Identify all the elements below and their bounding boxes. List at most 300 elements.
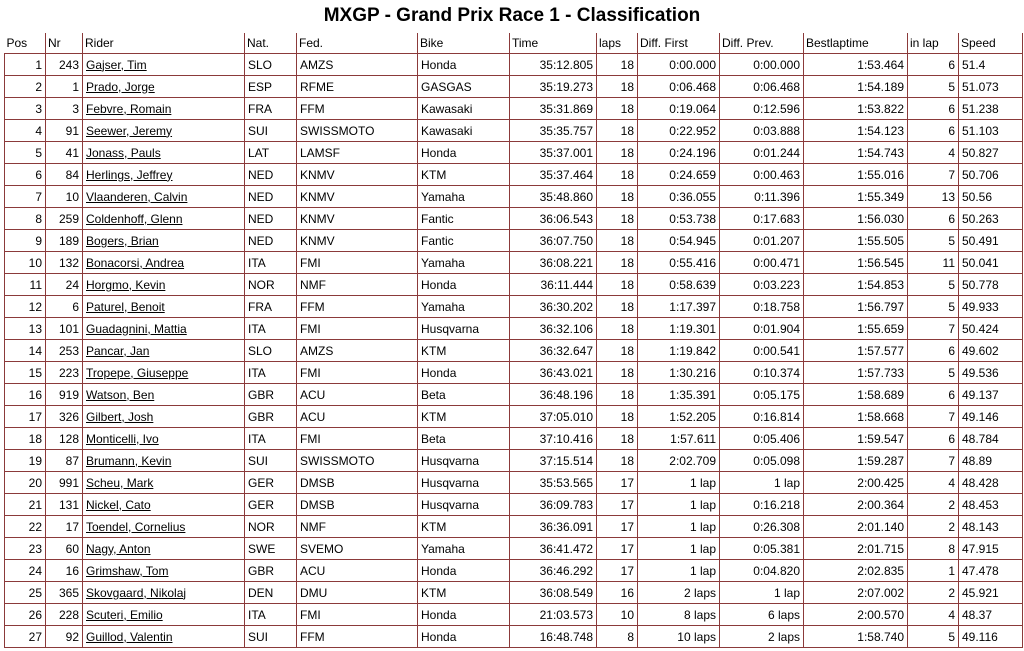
cell-in-lap: 7 bbox=[908, 406, 959, 428]
cell-fed: FFM bbox=[297, 626, 418, 648]
cell-diff-first: 0:00.000 bbox=[638, 54, 720, 76]
cell-diff-first: 1:35.391 bbox=[638, 384, 720, 406]
cell-pos: 1 bbox=[5, 54, 46, 76]
cell-pos: 10 bbox=[5, 252, 46, 274]
cell-diff-first: 2:02.709 bbox=[638, 450, 720, 472]
cell-diff-first: 1:57.611 bbox=[638, 428, 720, 450]
cell-laps: 17 bbox=[597, 494, 638, 516]
cell-in-lap: 6 bbox=[908, 428, 959, 450]
cell-bestlaptime: 1:56.797 bbox=[804, 296, 908, 318]
cell-time: 36:08.221 bbox=[510, 252, 597, 274]
col-header-rider: Rider bbox=[83, 33, 245, 54]
cell-time: 35:53.565 bbox=[510, 472, 597, 494]
cell-bestlaptime: 2:01.715 bbox=[804, 538, 908, 560]
cell-diff-prev: 0:01.207 bbox=[720, 230, 804, 252]
cell-time: 36:48.196 bbox=[510, 384, 597, 406]
cell-fed: AMZS bbox=[297, 340, 418, 362]
cell-pos: 6 bbox=[5, 164, 46, 186]
table-row bbox=[5, 252, 1023, 274]
rider-link[interactable]: Watson, Ben bbox=[86, 387, 155, 402]
cell-fed: NMF bbox=[297, 274, 418, 296]
cell-speed: 50.827 bbox=[959, 142, 1023, 164]
cell-diff-prev: 0:01.904 bbox=[720, 318, 804, 340]
cell-fed: KNMV bbox=[297, 186, 418, 208]
col-header-bike: Bike bbox=[418, 33, 510, 54]
cell-diff-prev: 0:17.683 bbox=[720, 208, 804, 230]
cell-diff-prev: 0:11.396 bbox=[720, 186, 804, 208]
table-row bbox=[5, 604, 1023, 626]
cell-speed: 50.424 bbox=[959, 318, 1023, 340]
cell-diff-prev: 0:00.471 bbox=[720, 252, 804, 274]
cell-time: 35:37.001 bbox=[510, 142, 597, 164]
rider-link[interactable]: Gilbert, Josh bbox=[86, 409, 154, 424]
cell-laps: 8 bbox=[597, 626, 638, 648]
cell-rider bbox=[83, 450, 245, 472]
rider-link[interactable]: Bogers, Brian bbox=[86, 233, 159, 248]
cell-pos: 7 bbox=[5, 186, 46, 208]
cell-time: 37:15.514 bbox=[510, 450, 597, 472]
cell-rider bbox=[83, 560, 245, 582]
cell-laps: 18 bbox=[597, 164, 638, 186]
rider-link[interactable]: Bonacorsi, Andrea bbox=[86, 255, 185, 270]
cell-diff-first: 1:17.397 bbox=[638, 296, 720, 318]
cell-in-lap: 6 bbox=[908, 54, 959, 76]
table-row bbox=[5, 384, 1023, 406]
cell-in-lap: 4 bbox=[908, 472, 959, 494]
cell-nat: ITA bbox=[245, 318, 297, 340]
cell-time: 36:32.106 bbox=[510, 318, 597, 340]
cell-bestlaptime: 1:59.547 bbox=[804, 428, 908, 450]
cell-diff-first: 1 lap bbox=[638, 516, 720, 538]
cell-diff-prev: 2 laps bbox=[720, 626, 804, 648]
cell-diff-first: 0:36.055 bbox=[638, 186, 720, 208]
cell-fed: SWISSMOTO bbox=[297, 450, 418, 472]
cell-fed: LAMSF bbox=[297, 142, 418, 164]
cell-bestlaptime: 1:57.577 bbox=[804, 340, 908, 362]
cell-bike: Honda bbox=[418, 54, 510, 76]
table-row bbox=[5, 626, 1023, 648]
cell-speed: 50.778 bbox=[959, 274, 1023, 296]
cell-rider bbox=[83, 274, 245, 296]
rider-link[interactable]: Pancar, Jan bbox=[86, 343, 150, 358]
rider-link[interactable]: Nickel, Cato bbox=[86, 497, 151, 512]
table-row bbox=[5, 472, 1023, 494]
cell-bestlaptime: 1:59.287 bbox=[804, 450, 908, 472]
cell-nat: ITA bbox=[245, 428, 297, 450]
cell-bike: Husqvarna bbox=[418, 318, 510, 340]
cell-in-lap: 1 bbox=[908, 560, 959, 582]
cell-in-lap: 6 bbox=[908, 340, 959, 362]
cell-pos: 5 bbox=[5, 142, 46, 164]
cell-diff-prev: 0:05.381 bbox=[720, 538, 804, 560]
cell-time: 36:08.549 bbox=[510, 582, 597, 604]
cell-bestlaptime: 2:07.002 bbox=[804, 582, 908, 604]
cell-fed: AMZS bbox=[297, 54, 418, 76]
cell-speed: 49.137 bbox=[959, 384, 1023, 406]
cell-pos: 4 bbox=[5, 120, 46, 142]
cell-time: 36:36.091 bbox=[510, 516, 597, 538]
cell-diff-first: 1 lap bbox=[638, 560, 720, 582]
cell-diff-prev: 0:01.244 bbox=[720, 142, 804, 164]
cell-bike: Husqvarna bbox=[418, 450, 510, 472]
cell-in-lap: 5 bbox=[908, 296, 959, 318]
rider-link[interactable]: Monticelli, Ivo bbox=[86, 431, 159, 446]
cell-bestlaptime: 1:54.189 bbox=[804, 76, 908, 98]
cell-bestlaptime: 1:55.659 bbox=[804, 318, 908, 340]
rider-link[interactable]: Tropepe, Giuseppe bbox=[86, 365, 189, 380]
cell-bike: GASGAS bbox=[418, 76, 510, 98]
cell-bestlaptime: 1:55.349 bbox=[804, 186, 908, 208]
cell-laps: 10 bbox=[597, 604, 638, 626]
rider-link[interactable]: Horgmo, Kevin bbox=[86, 277, 166, 292]
col-header-bestlaptime: Bestlaptime bbox=[804, 33, 908, 54]
cell-rider bbox=[83, 516, 245, 538]
rider-link[interactable]: Jonass, Pauls bbox=[86, 145, 161, 160]
cell-diff-first: 0:19.064 bbox=[638, 98, 720, 120]
cell-nr: 223 bbox=[46, 362, 83, 384]
cell-bike: Yamaha bbox=[418, 252, 510, 274]
cell-bike: KTM bbox=[418, 340, 510, 362]
table-row bbox=[5, 406, 1023, 428]
cell-bestlaptime: 1:53.822 bbox=[804, 98, 908, 120]
rider-link[interactable]: Gajser, Tim bbox=[86, 57, 147, 72]
cell-laps: 18 bbox=[597, 318, 638, 340]
cell-bestlaptime: 1:58.668 bbox=[804, 406, 908, 428]
cell-laps: 18 bbox=[597, 230, 638, 252]
cell-bestlaptime: 2:00.570 bbox=[804, 604, 908, 626]
cell-diff-prev: 0:26.308 bbox=[720, 516, 804, 538]
cell-nat: SLO bbox=[245, 54, 297, 76]
cell-in-lap: 5 bbox=[908, 274, 959, 296]
cell-nr: 10 bbox=[46, 186, 83, 208]
cell-in-lap: 7 bbox=[908, 318, 959, 340]
cell-fed: SWISSMOTO bbox=[297, 120, 418, 142]
rider-link[interactable]: Skovgaard, Nikolaj bbox=[86, 585, 187, 600]
cell-diff-prev: 0:00.463 bbox=[720, 164, 804, 186]
cell-nat: GBR bbox=[245, 384, 297, 406]
cell-time: 36:32.647 bbox=[510, 340, 597, 362]
cell-nat: ITA bbox=[245, 252, 297, 274]
cell-nr: 6 bbox=[46, 296, 83, 318]
col-header-fed: Fed. bbox=[297, 33, 418, 54]
cell-nr: 253 bbox=[46, 340, 83, 362]
cell-diff-prev: 0:05.098 bbox=[720, 450, 804, 472]
cell-fed: FFM bbox=[297, 98, 418, 120]
cell-fed: SVEMO bbox=[297, 538, 418, 560]
cell-in-lap: 6 bbox=[908, 384, 959, 406]
cell-time: 16:48.748 bbox=[510, 626, 597, 648]
cell-bike: KTM bbox=[418, 406, 510, 428]
cell-speed: 48.784 bbox=[959, 428, 1023, 450]
cell-fed: FMI bbox=[297, 604, 418, 626]
cell-nr: 365 bbox=[46, 582, 83, 604]
classification-table bbox=[4, 33, 1023, 648]
rider-link[interactable]: Brumann, Kevin bbox=[86, 453, 172, 468]
cell-laps: 18 bbox=[597, 76, 638, 98]
cell-diff-first: 0:24.196 bbox=[638, 142, 720, 164]
rider-link[interactable]: Coldenhoff, Glenn bbox=[86, 211, 183, 226]
cell-bestlaptime: 1:58.740 bbox=[804, 626, 908, 648]
cell-nr: 3 bbox=[46, 98, 83, 120]
cell-speed: 50.706 bbox=[959, 164, 1023, 186]
col-header-nr: Nr bbox=[46, 33, 83, 54]
cell-nr: 991 bbox=[46, 472, 83, 494]
cell-diff-first: 0:55.416 bbox=[638, 252, 720, 274]
cell-rider bbox=[83, 362, 245, 384]
cell-rider bbox=[83, 186, 245, 208]
cell-bike: KTM bbox=[418, 164, 510, 186]
rider-link[interactable]: Toendel, Cornelius bbox=[86, 519, 186, 534]
cell-laps: 18 bbox=[597, 186, 638, 208]
cell-in-lap: 2 bbox=[908, 582, 959, 604]
cell-nat: NOR bbox=[245, 516, 297, 538]
cell-fed: DMSB bbox=[297, 472, 418, 494]
rider-link[interactable]: Guillod, Valentin bbox=[86, 629, 173, 644]
cell-in-lap: 5 bbox=[908, 362, 959, 384]
cell-fed: ACU bbox=[297, 406, 418, 428]
cell-time: 35:31.869 bbox=[510, 98, 597, 120]
cell-laps: 18 bbox=[597, 428, 638, 450]
cell-bike: Yamaha bbox=[418, 296, 510, 318]
cell-in-lap: 7 bbox=[908, 164, 959, 186]
cell-laps: 18 bbox=[597, 450, 638, 472]
rider-link[interactable]: Herlings, Jeffrey bbox=[86, 167, 173, 182]
col-header-speed: Speed bbox=[959, 33, 1023, 54]
cell-bike: Honda bbox=[418, 626, 510, 648]
cell-rider bbox=[83, 164, 245, 186]
cell-time: 36:07.750 bbox=[510, 230, 597, 252]
cell-speed: 45.921 bbox=[959, 582, 1023, 604]
cell-rider bbox=[83, 230, 245, 252]
rider-link[interactable]: Scuteri, Emilio bbox=[86, 607, 163, 622]
rider-link[interactable]: Grimshaw, Tom bbox=[86, 563, 169, 578]
cell-nat: ITA bbox=[245, 604, 297, 626]
cell-pos: 27 bbox=[5, 626, 46, 648]
cell-time: 35:35.757 bbox=[510, 120, 597, 142]
cell-laps: 17 bbox=[597, 538, 638, 560]
cell-speed: 48.143 bbox=[959, 516, 1023, 538]
table-row bbox=[5, 296, 1023, 318]
cell-in-lap: 2 bbox=[908, 516, 959, 538]
cell-speed: 49.933 bbox=[959, 296, 1023, 318]
cell-in-lap: 5 bbox=[908, 76, 959, 98]
cell-fed: KNMV bbox=[297, 208, 418, 230]
rider-link[interactable]: Guadagnini, Mattia bbox=[86, 321, 187, 336]
cell-bike: Beta bbox=[418, 384, 510, 406]
table-row bbox=[5, 494, 1023, 516]
table-row bbox=[5, 120, 1023, 142]
cell-in-lap: 4 bbox=[908, 604, 959, 626]
rider-link[interactable]: Prado, Jorge bbox=[86, 79, 155, 94]
cell-bestlaptime: 1:54.853 bbox=[804, 274, 908, 296]
cell-nr: 326 bbox=[46, 406, 83, 428]
cell-speed: 50.041 bbox=[959, 252, 1023, 274]
col-header-pos: Pos bbox=[5, 33, 46, 54]
cell-pos: 24 bbox=[5, 560, 46, 582]
cell-time: 36:09.783 bbox=[510, 494, 597, 516]
rider-link[interactable]: Febvre, Romain bbox=[86, 101, 172, 116]
cell-diff-first: 0:24.659 bbox=[638, 164, 720, 186]
cell-bestlaptime: 1:54.123 bbox=[804, 120, 908, 142]
cell-pos: 11 bbox=[5, 274, 46, 296]
cell-pos: 3 bbox=[5, 98, 46, 120]
cell-speed: 50.263 bbox=[959, 208, 1023, 230]
cell-fed: FMI bbox=[297, 318, 418, 340]
rider-link[interactable]: Paturel, Benoit bbox=[86, 299, 165, 314]
cell-rider bbox=[83, 604, 245, 626]
cell-rider bbox=[83, 120, 245, 142]
cell-diff-first: 0:54.945 bbox=[638, 230, 720, 252]
cell-rider bbox=[83, 626, 245, 648]
cell-bestlaptime: 2:01.140 bbox=[804, 516, 908, 538]
table-row bbox=[5, 318, 1023, 340]
cell-nat: DEN bbox=[245, 582, 297, 604]
cell-nr: 60 bbox=[46, 538, 83, 560]
cell-diff-prev: 0:05.175 bbox=[720, 384, 804, 406]
cell-nr: 131 bbox=[46, 494, 83, 516]
cell-fed: DMU bbox=[297, 582, 418, 604]
cell-speed: 49.602 bbox=[959, 340, 1023, 362]
cell-bike: Yamaha bbox=[418, 538, 510, 560]
cell-pos: 15 bbox=[5, 362, 46, 384]
cell-speed: 51.4 bbox=[959, 54, 1023, 76]
cell-rider bbox=[83, 318, 245, 340]
cell-diff-prev: 1 lap bbox=[720, 472, 804, 494]
cell-bestlaptime: 1:58.689 bbox=[804, 384, 908, 406]
cell-bestlaptime: 1:55.505 bbox=[804, 230, 908, 252]
cell-fed: KNMV bbox=[297, 230, 418, 252]
cell-nr: 16 bbox=[46, 560, 83, 582]
cell-laps: 18 bbox=[597, 274, 638, 296]
rider-link[interactable]: Nagy, Anton bbox=[86, 541, 151, 556]
cell-speed: 48.89 bbox=[959, 450, 1023, 472]
cell-bike: Honda bbox=[418, 142, 510, 164]
cell-diff-prev: 0:12.596 bbox=[720, 98, 804, 120]
cell-pos: 25 bbox=[5, 582, 46, 604]
cell-nr: 1 bbox=[46, 76, 83, 98]
cell-laps: 18 bbox=[597, 54, 638, 76]
cell-nat: FRA bbox=[245, 296, 297, 318]
cell-diff-prev: 0:04.820 bbox=[720, 560, 804, 582]
cell-rider bbox=[83, 252, 245, 274]
table-row bbox=[5, 76, 1023, 98]
cell-laps: 18 bbox=[597, 384, 638, 406]
table-row bbox=[5, 186, 1023, 208]
cell-fed: ACU bbox=[297, 560, 418, 582]
cell-diff-prev: 0:00.541 bbox=[720, 340, 804, 362]
col-header-in-lap: in lap bbox=[908, 33, 959, 54]
cell-bestlaptime: 1:57.733 bbox=[804, 362, 908, 384]
cell-bike: Honda bbox=[418, 560, 510, 582]
cell-nat: NED bbox=[245, 164, 297, 186]
cell-nr: 87 bbox=[46, 450, 83, 472]
cell-nat: SWE bbox=[245, 538, 297, 560]
table-row bbox=[5, 230, 1023, 252]
cell-fed: NMF bbox=[297, 516, 418, 538]
cell-nat: GBR bbox=[245, 560, 297, 582]
cell-diff-first: 0:53.738 bbox=[638, 208, 720, 230]
cell-laps: 18 bbox=[597, 406, 638, 428]
cell-speed: 49.146 bbox=[959, 406, 1023, 428]
cell-bike: Honda bbox=[418, 604, 510, 626]
cell-fed: RFME bbox=[297, 76, 418, 98]
cell-diff-first: 1 lap bbox=[638, 494, 720, 516]
cell-diff-first: 1:19.301 bbox=[638, 318, 720, 340]
cell-diff-first: 0:58.639 bbox=[638, 274, 720, 296]
cell-diff-prev: 0:00.000 bbox=[720, 54, 804, 76]
cell-speed: 47.915 bbox=[959, 538, 1023, 560]
cell-nr: 84 bbox=[46, 164, 83, 186]
cell-diff-prev: 0:18.758 bbox=[720, 296, 804, 318]
cell-diff-first: 1:19.842 bbox=[638, 340, 720, 362]
cell-laps: 18 bbox=[597, 252, 638, 274]
cell-rider bbox=[83, 538, 245, 560]
cell-pos: 17 bbox=[5, 406, 46, 428]
cell-bike: Fantic bbox=[418, 230, 510, 252]
cell-fed: FMI bbox=[297, 362, 418, 384]
cell-diff-prev: 1 lap bbox=[720, 582, 804, 604]
cell-in-lap: 4 bbox=[908, 142, 959, 164]
cell-time: 35:19.273 bbox=[510, 76, 597, 98]
cell-nr: 101 bbox=[46, 318, 83, 340]
cell-laps: 18 bbox=[597, 296, 638, 318]
cell-bestlaptime: 1:53.464 bbox=[804, 54, 908, 76]
rider-link[interactable]: Vlaanderen, Calvin bbox=[86, 189, 188, 204]
table-row bbox=[5, 538, 1023, 560]
cell-nat: ESP bbox=[245, 76, 297, 98]
cell-nat: GER bbox=[245, 472, 297, 494]
cell-bestlaptime: 2:00.364 bbox=[804, 494, 908, 516]
cell-laps: 17 bbox=[597, 472, 638, 494]
cell-laps: 16 bbox=[597, 582, 638, 604]
cell-bestlaptime: 1:54.743 bbox=[804, 142, 908, 164]
header-row bbox=[5, 33, 1023, 54]
cell-rider bbox=[83, 76, 245, 98]
cell-nat: LAT bbox=[245, 142, 297, 164]
cell-speed: 48.37 bbox=[959, 604, 1023, 626]
cell-bike: Kawasaki bbox=[418, 98, 510, 120]
cell-speed: 50.56 bbox=[959, 186, 1023, 208]
cell-laps: 18 bbox=[597, 98, 638, 120]
cell-time: 36:41.472 bbox=[510, 538, 597, 560]
cell-in-lap: 6 bbox=[908, 208, 959, 230]
rider-link[interactable]: Seewer, Jeremy bbox=[86, 123, 173, 138]
cell-in-lap: 13 bbox=[908, 186, 959, 208]
cell-fed: FMI bbox=[297, 252, 418, 274]
cell-bike: Kawasaki bbox=[418, 120, 510, 142]
cell-diff-first: 0:06.468 bbox=[638, 76, 720, 98]
cell-in-lap: 2 bbox=[908, 494, 959, 516]
cell-speed: 51.238 bbox=[959, 98, 1023, 120]
cell-laps: 17 bbox=[597, 516, 638, 538]
cell-nat: GBR bbox=[245, 406, 297, 428]
rider-link[interactable]: Scheu, Mark bbox=[86, 475, 154, 490]
cell-bestlaptime: 1:56.030 bbox=[804, 208, 908, 230]
page-title: MXGP - Grand Prix Race 1 - Classification bbox=[323, 5, 701, 26]
cell-pos: 8 bbox=[5, 208, 46, 230]
cell-fed: FMI bbox=[297, 428, 418, 450]
table-row bbox=[5, 142, 1023, 164]
cell-pos: 16 bbox=[5, 384, 46, 406]
cell-time: 36:06.543 bbox=[510, 208, 597, 230]
cell-pos: 14 bbox=[5, 340, 46, 362]
col-header-diff-prev: Diff. Prev. bbox=[720, 33, 804, 54]
cell-diff-prev: 0:06.468 bbox=[720, 76, 804, 98]
cell-nat: NED bbox=[245, 208, 297, 230]
cell-speed: 49.536 bbox=[959, 362, 1023, 384]
cell-bike: Yamaha bbox=[418, 186, 510, 208]
cell-rider bbox=[83, 142, 245, 164]
